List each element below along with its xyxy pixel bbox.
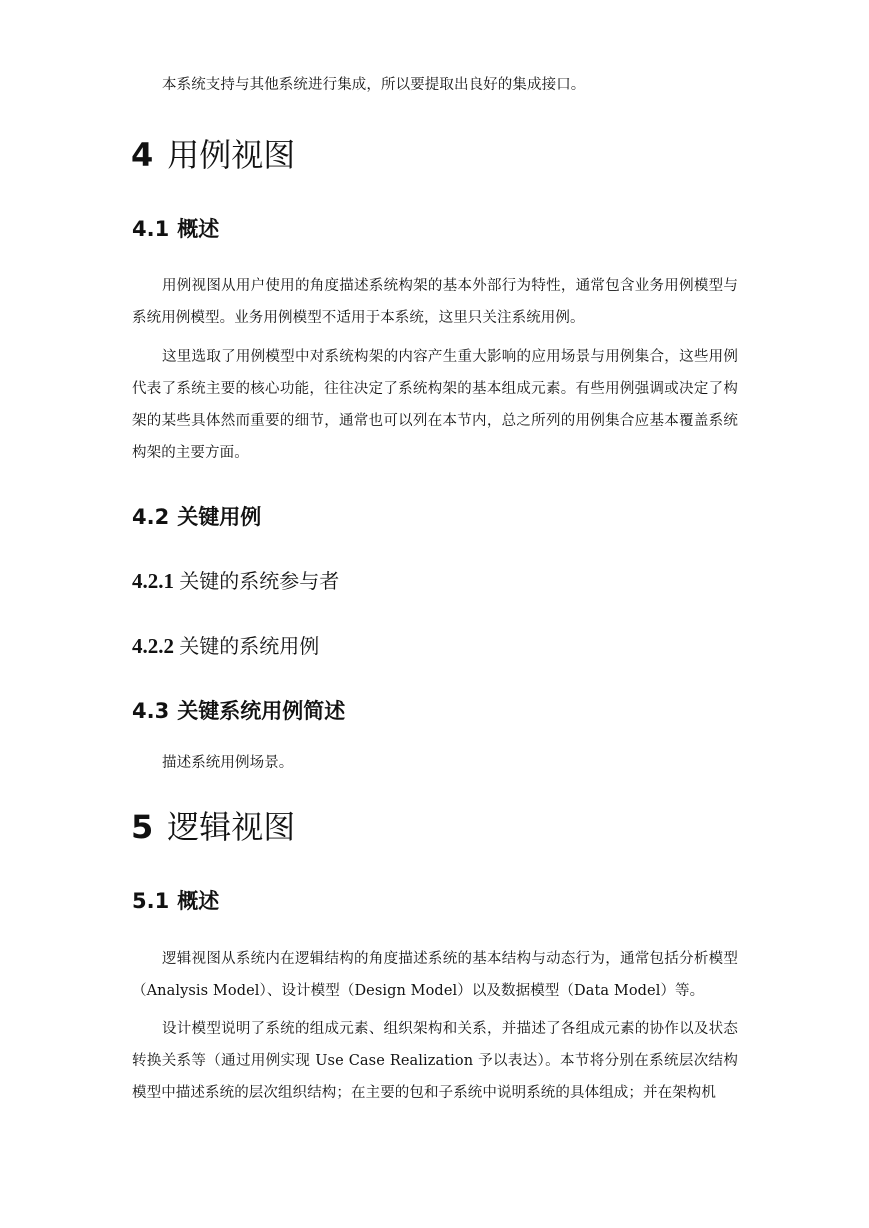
section-title: 关键的系统用例 [179,634,320,658]
paragraph-4-3: 描述系统用例场景。 [162,755,294,771]
paragraph-5-1-b: 设计模型说明了系统的组成元素、组织架构和关系，并描述了各组成元素的协作以及状态转换关系等（通过用例实现 Use Case Realization 予以表达）。本节将分别在系统层次结构模型中描述系统的层次组织结构；在主要的包和子系统中说明系统的具体组成；并在架构机 [132,1021,738,1101]
intro-paragraph: 本系统支持与其他系统进行集成，所以要提取出良好的集成接口。 [162,77,586,93]
section-4-heading [131,135,295,175]
section-number: 5.1 [132,889,170,913]
section-4-2-2-heading [132,632,319,660]
section-5-heading [131,807,295,847]
section-4-2-heading [132,503,261,531]
section-number: 4.3 [132,699,170,723]
section-title: 关键的系统参与者 [179,569,340,593]
section-4-3-heading [132,697,345,725]
section-number: 4.2.2 [132,634,174,658]
section-title: 概述 [177,889,220,913]
paragraph-4-1-a: 用例视图从用户使用的角度描述系统构架的基本外部行为特性，通常包含业务用例模型与系统用例模型。业务用例模型不适用于本系统，这里只关注系统用例。 [132,278,738,326]
section-title: 用例视图 [167,136,296,174]
section-4-1-heading [132,215,219,243]
section-title: 关键系统用例简述 [177,699,346,723]
section-title: 逻辑视图 [167,808,296,846]
section-number: 5 [131,808,154,846]
section-number: 4.1 [132,217,170,241]
section-number: 4 [131,136,154,174]
section-number: 4.2.1 [132,569,174,593]
section-5-1-heading [132,887,219,915]
paragraph-4-1-b: 这里选取了用例模型中对系统构架的内容产生重大影响的应用场景与用例集合，这些用例代表了系统主要的核心功能，往往决定了系统构架的基本组成元素。有些用例强调或决定了构架的某些具体然而重要的细节，通常也可以列在本节内，总之所列的用例集合应基本覆盖系统构架的主要方面。 [132,349,738,461]
section-title: 关键用例 [177,505,262,529]
section-number: 4.2 [132,505,170,529]
section-title: 概述 [177,217,220,241]
paragraph-5-1-a: 逻辑视图从系统内在逻辑结构的角度描述系统的基本结构与动态行为，通常包括分析模型（Analysis Model）、设计模型（Design Model）以及数据模型（Data Model）等。 [132,951,738,999]
section-4-2-1-heading [132,567,339,595]
